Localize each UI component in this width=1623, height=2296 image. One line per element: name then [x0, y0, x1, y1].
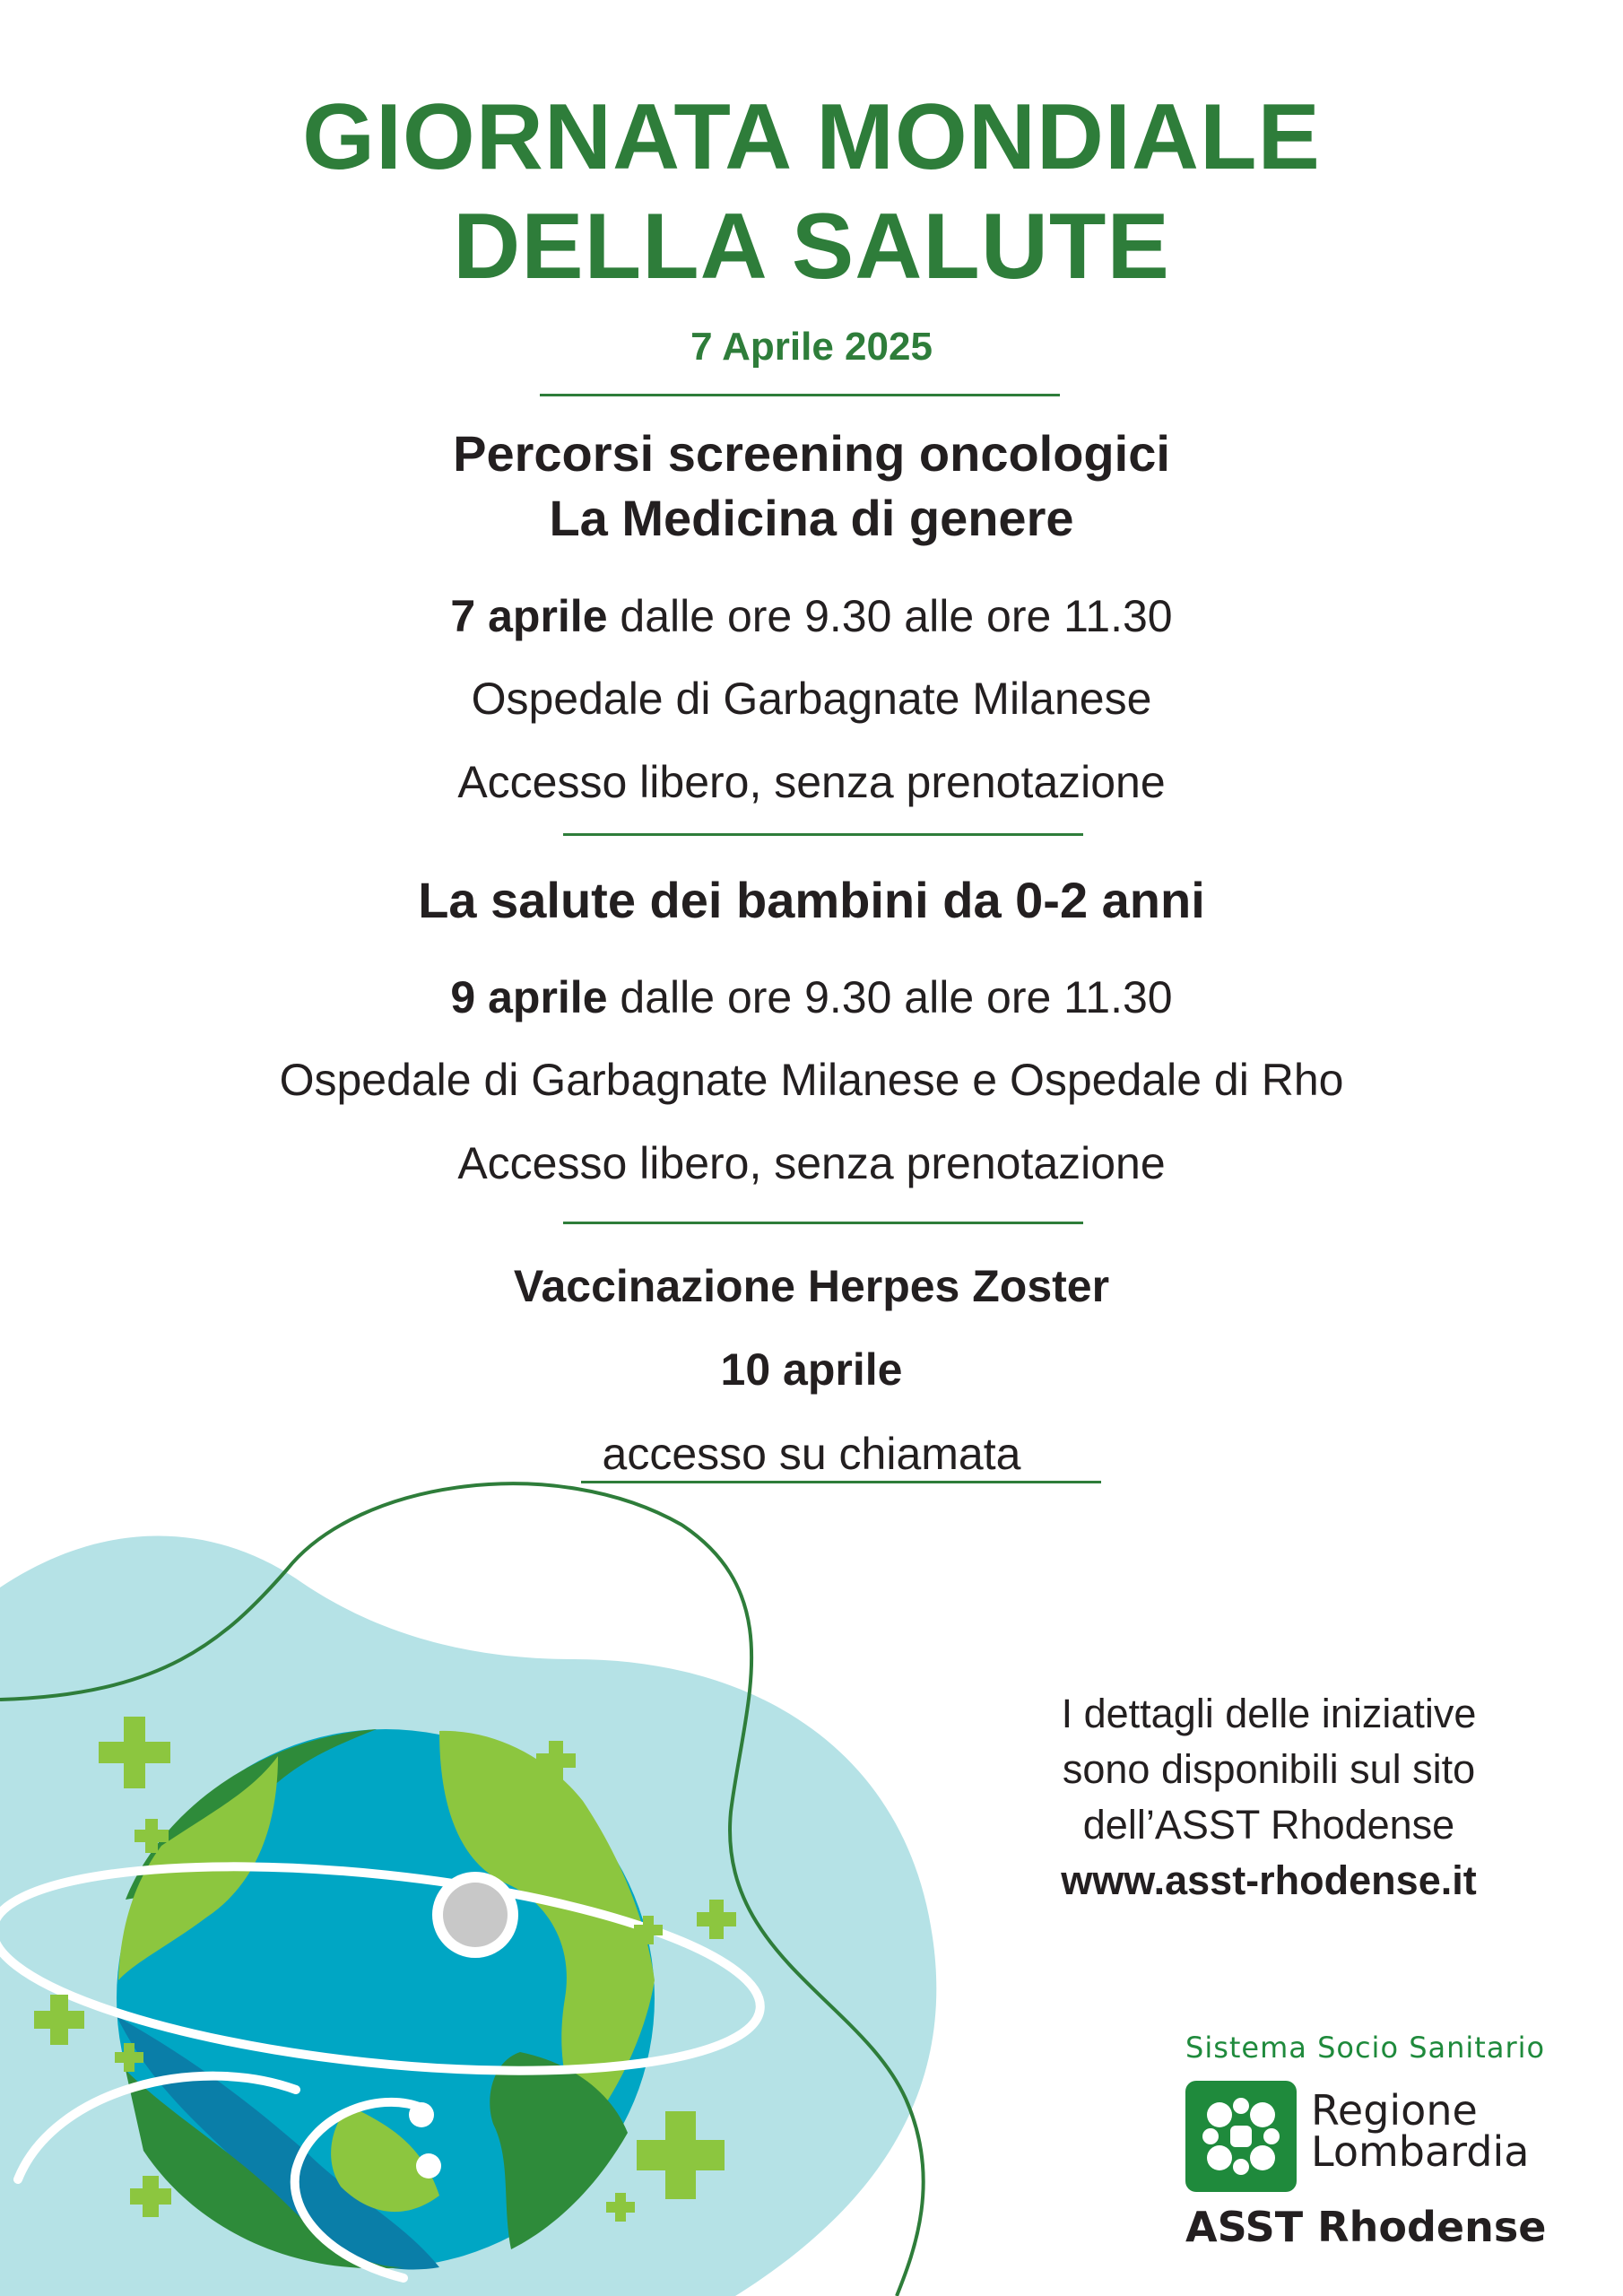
section-1-day: 7 aprile — [450, 591, 608, 641]
divider — [563, 833, 1083, 836]
page-title — [0, 83, 1623, 301]
region-line-2: Lombardia — [1311, 2127, 1530, 2176]
divider — [563, 1222, 1083, 1224]
region-line-1: Regione — [1311, 2086, 1478, 2135]
rosa-camuna-icon — [1185, 2081, 1297, 2192]
region-name — [1311, 2086, 1530, 2176]
section-1-access: Accesso libero, senza prenotazione — [457, 757, 1166, 807]
title-line-2: DELLA SALUTE — [453, 195, 1170, 299]
section-1-where: Ospedale di Garbagnate Milanese — [471, 674, 1152, 724]
info-block — [1000, 1686, 1538, 1909]
system-label: Sistema Socio Sanitario — [1185, 2031, 1546, 2065]
section-2-day: 9 aprile — [450, 972, 608, 1022]
section-3-day: 10 aprile — [720, 1344, 903, 1395]
section-2-hours: dalle ore 9.30 alle ore 11.30 — [607, 972, 1173, 1022]
info-line-1: I dettagli delle iniziative — [1061, 1691, 1477, 1736]
event-date: 7 Aprile 2025 — [690, 325, 933, 369]
section-1-title-line-2: La Medicina di genere — [549, 490, 1074, 546]
info-line-3: dell’ASST Rhodense — [1082, 1802, 1455, 1848]
divider — [540, 394, 1060, 396]
section-2-title: La salute dei bambini da 0-2 anni — [418, 872, 1205, 928]
title-line-1: GIORNATA MONDIALE — [302, 85, 1321, 189]
section-1-title — [0, 422, 1623, 551]
regione-lombardia-logo-icon — [1185, 2081, 1297, 2192]
section-1-hours: dalle ore 9.30 alle ore 11.30 — [607, 591, 1173, 641]
section-2-access: Accesso libero, senza prenotazione — [457, 1138, 1166, 1188]
section-3-access: accesso su chiamata — [602, 1429, 1021, 1479]
website-link[interactable]: www.asst-rhodense.it — [1061, 1857, 1477, 1903]
info-line-2: sono disponibili sul sito — [1062, 1746, 1476, 1792]
section-2-where: Ospedale di Garbagnate Milanese e Ospedale di Rho — [279, 1055, 1344, 1105]
section-2-when — [0, 971, 1623, 1023]
section-3-title: Vaccinazione Herpes Zoster — [513, 1261, 1110, 1311]
section-1-title-line-1: Percorsi screening oncologici — [453, 425, 1170, 482]
section-1-when — [0, 590, 1623, 642]
org-name: ASST Rhodense — [1185, 2203, 1547, 2251]
globe — [117, 1729, 655, 2269]
